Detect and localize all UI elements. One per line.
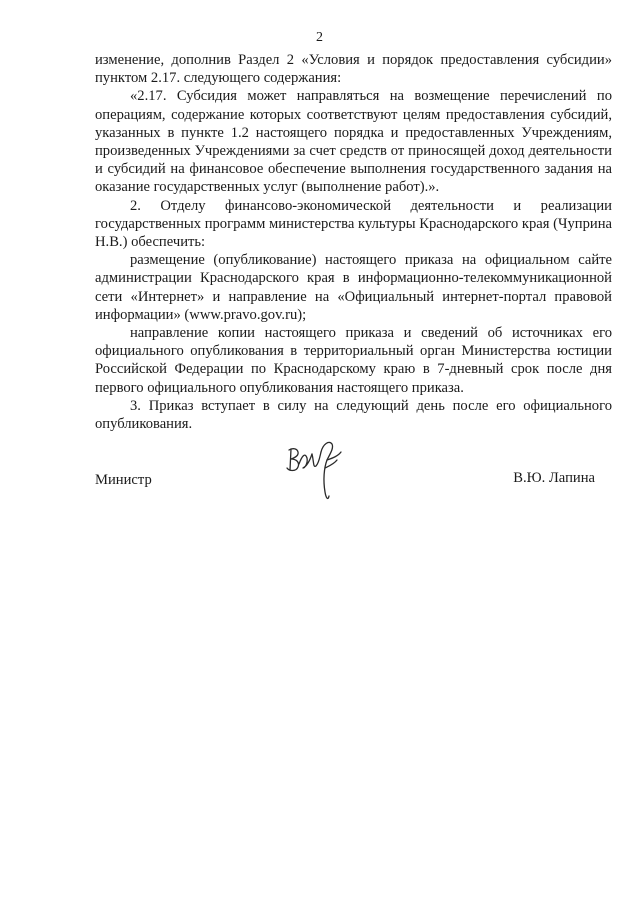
paragraph-publication-website: размещение (опубликование) настоящего приказа на официальном сайте администрации Краснодарского края в информационно-телекоммуникационной сети «Интернет» и направление на «Официальный интернет-портал правовой информации» (www.pravo.gov.ru);	[95, 252, 612, 323]
paragraph-copy-to-ministry-of-justice: направление копии настоящего приказа и сведений об источниках его официального опубликования в территориальный орган Министерства юстиции Российской Федерации по Краснодарскому краю в 7-дневный срок после дня первого официального опубликования настоящего приказа.	[95, 325, 612, 396]
paragraph-section-2-amendment: изменение, дополнив Раздел 2 «Условия и порядок предоставления субсидии» пунктом 2.17. следующего содержания:	[95, 52, 612, 87]
page-number: 2	[316, 30, 323, 45]
position-title: Министр	[95, 472, 152, 488]
paragraph-clause-2-17: «2.17. Субсидия может направляться на возмещение перечислений по операциям, содержание которых соответствуют целям предоставления субсидий, указанных в пункте 1.2 настоящего порядка и предоставленных Учреждениям, произведенных Учреждениями за счет средств от приносящей доход деятельности и субсидий на финансовое обеспечение выполнения государственного задания на оказание государственных услуг (выполнение работ).».	[95, 88, 612, 196]
paragraph-item-3-effective-date: 3. Приказ вступает в силу на следующий день после его официального опубликования.	[95, 397, 612, 433]
document-body	[95, 51, 612, 433]
signer-name: В.Ю. Лапина	[513, 470, 595, 486]
paragraph-item-2: 2. Отделу финансово-экономической деятельности и реализации государственных программ министерства культуры Краснодарского края (Чуприна Н.В.) обеспечить:	[95, 197, 612, 251]
handwritten-signature	[283, 438, 353, 504]
